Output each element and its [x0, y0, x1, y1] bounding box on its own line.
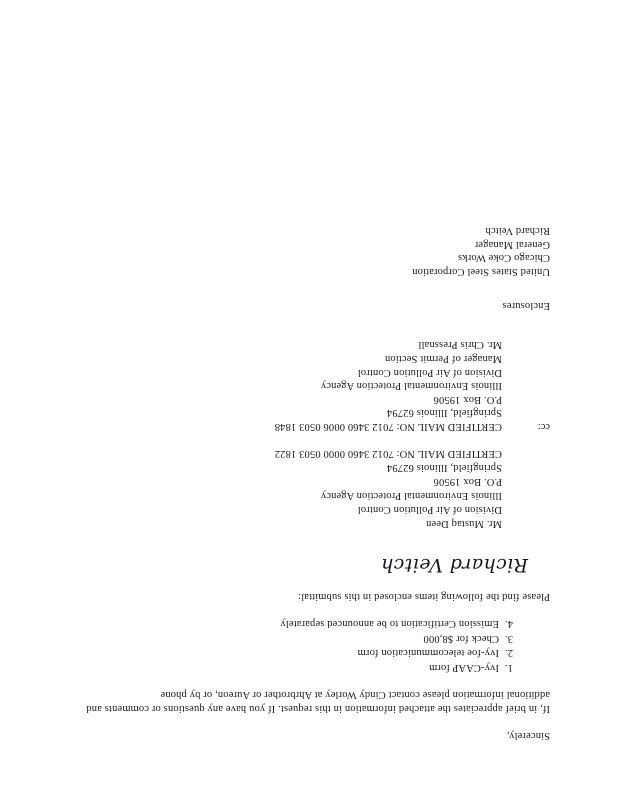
enclosures-label-block [58, 298, 550, 312]
enclosed-intro-text: Please find the following items enclosed in this submittal: [297, 591, 550, 602]
signer-company: United States Steel Corporation [412, 265, 550, 277]
signer-title-1: General Manager [474, 238, 550, 250]
cc-line: Illinois Environmental Protection Agency [320, 490, 502, 501]
handwritten-signature: Richard Veitch [380, 554, 528, 576]
signature-block [58, 554, 550, 576]
cc-label: cc: [537, 421, 550, 432]
cc-line: Springfield, Illinois 62794 [386, 407, 502, 419]
letter-body [58, 224, 550, 742]
signer-block [58, 224, 550, 278]
thanks-text: If, in brief appreciates the attached information in this request. If you have any questions or comments and additional information please contact Cindy Worley at Ahrbrother or Aureon, or by phone [86, 689, 550, 714]
cc-line: Division of Air Pollution Control [357, 504, 502, 515]
cc-block [58, 338, 550, 530]
cc-line: Springfield, Illinois 62794 [386, 462, 502, 473]
list-item-label: Check for $8,000 [423, 633, 499, 644]
list-item [58, 645, 550, 660]
cc-line: Mr. Mustaq Deen [425, 518, 502, 529]
list-item-label: Ivy-CAAP form [428, 662, 499, 673]
thanks-paragraph [58, 687, 550, 715]
cc-line: Division of Air Pollution Control [357, 366, 502, 378]
list-item [58, 660, 550, 675]
signer-title-2: Chicago Coke Works [457, 252, 550, 264]
list-item-number: 4. [504, 618, 513, 630]
cc-line: P.O. Box 19506 [433, 393, 502, 405]
enclosed-intro-paragraph [58, 589, 550, 603]
cc-line: P.O. Box 19506 [433, 476, 502, 487]
cc-line: CERTIFIED MAIL NO: 7012 3460 0000 0503 1822 [274, 448, 502, 459]
list-item [58, 631, 550, 646]
cc-entry-second [58, 446, 550, 530]
cc-line: Illinois Environmental Protection Agency [320, 380, 502, 392]
signer-name: Richard Veitch [485, 225, 550, 237]
list-item-number: 1. [504, 662, 513, 673]
closing-paragraph [58, 728, 550, 742]
cc-entry-first [58, 338, 550, 433]
list-item-number: 2. [504, 647, 513, 659]
cc-line: CERTIFIED MAIL NO: 7012 3460 0006 0503 1848 [274, 421, 502, 432]
list-item-number: 3. [504, 633, 513, 644]
enclosed-items-list [58, 616, 550, 674]
list-item-label: Ivy-foe telecommunication form [357, 647, 499, 659]
list-item-label: Emission Certification to be announced separately [280, 618, 499, 630]
enclosures-label: Enclosures [502, 299, 550, 311]
list-item [58, 616, 550, 631]
cc-line: Manager of Permit Section [384, 353, 502, 365]
cc-entry-lines [58, 338, 502, 433]
closing-salutation: Sincerely, [506, 730, 550, 741]
cc-line: Mr. Chris Pressnall [418, 339, 502, 351]
